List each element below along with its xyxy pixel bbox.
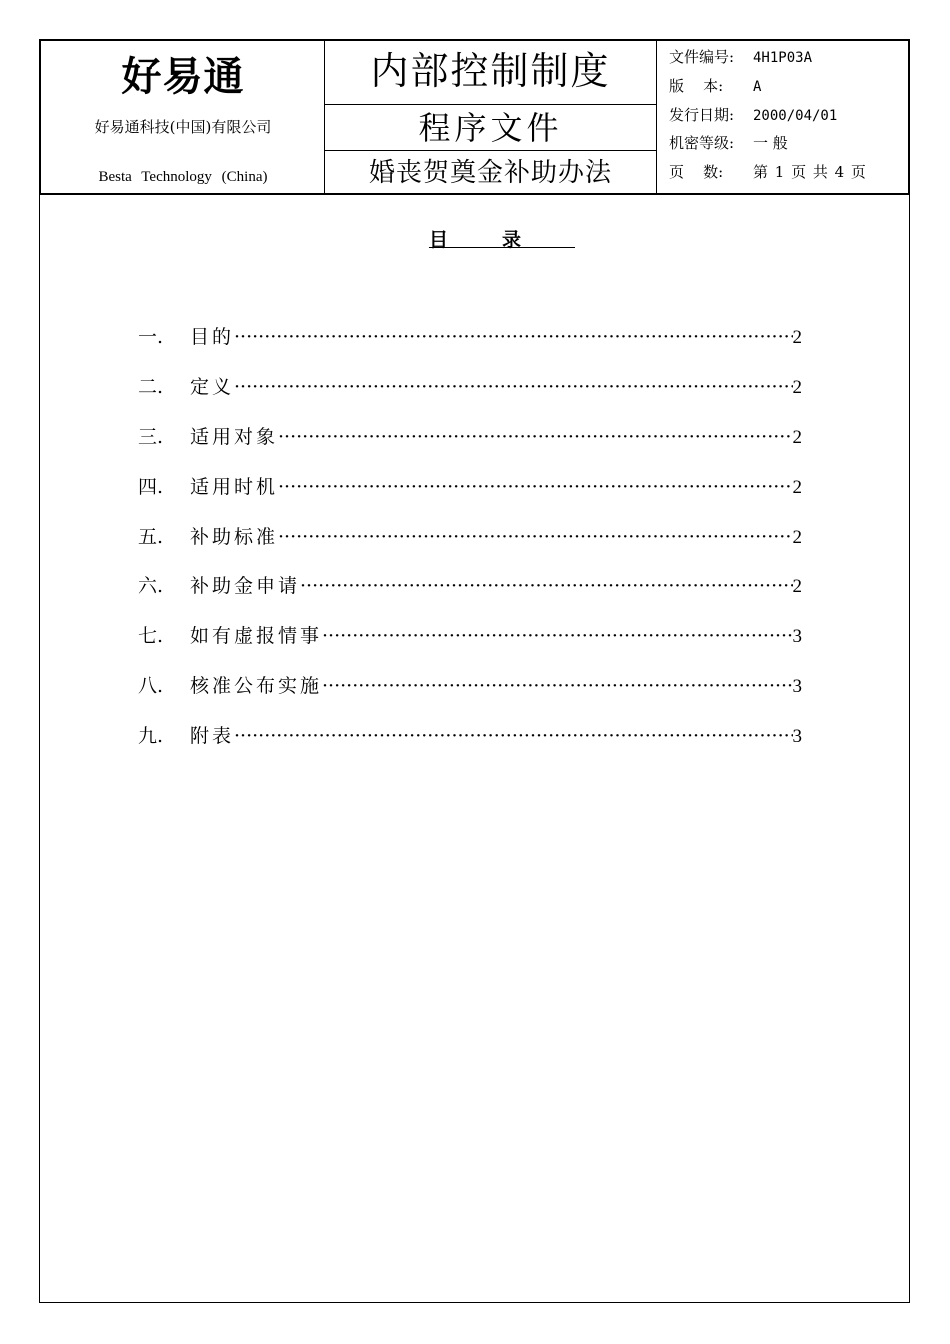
meta-cell: [657, 41, 908, 193]
toc-item-number: 六.: [138, 575, 164, 598]
title-cell: [325, 41, 657, 193]
toc-item-number: 五.: [138, 525, 164, 548]
toc-item-page: 3: [792, 726, 802, 748]
toc-item-page: 2: [792, 376, 802, 398]
title-sub: 程序文件: [325, 105, 656, 151]
meta-page-count: [669, 162, 905, 182]
toc-item-title: 适用对象: [190, 425, 279, 448]
toc-item[interactable]: [138, 525, 802, 575]
company-logo: 好易通: [121, 54, 245, 100]
meta-value: 4H1P03A: [753, 50, 813, 66]
meta-label: 发行日期:: [669, 106, 735, 124]
toc-item-title: 补助标准: [190, 525, 279, 548]
toc-item-number: 八.: [138, 675, 164, 698]
toc-item-page: 2: [792, 526, 802, 548]
toc-item[interactable]: [138, 624, 802, 674]
meta-value: A: [753, 79, 762, 95]
toc-item[interactable]: [138, 425, 802, 475]
toc-item[interactable]: [138, 674, 802, 724]
meta-value: 第 1 页 共 4 页: [753, 163, 867, 181]
toc-item-page: 2: [792, 576, 802, 598]
toc-heading: [0, 228, 950, 252]
company-cell: [41, 41, 325, 193]
meta-value: 一 般: [753, 134, 788, 152]
toc-item-title: 核准公布实施: [190, 675, 323, 698]
toc-leader-dots: [278, 475, 792, 499]
toc-leader-dots: [322, 624, 792, 648]
table-of-contents: [138, 325, 802, 774]
toc-heading-text: 目录: [428, 229, 575, 251]
toc-item-page: 3: [792, 676, 802, 698]
toc-item[interactable]: [138, 375, 802, 425]
meta-label: 机密等级:: [669, 134, 735, 152]
meta-confidentiality: [669, 133, 905, 153]
meta-label: 文件编号:: [669, 48, 735, 66]
document-header: [39, 39, 910, 195]
meta-issue-date: [669, 105, 905, 126]
toc-leader-dots: [278, 525, 792, 549]
toc-leader-dots: [278, 425, 792, 449]
toc-item-title: 补助金申请: [190, 575, 301, 598]
toc-item-title: 如有虚报情事: [190, 625, 323, 648]
toc-item-title: 附表: [190, 725, 235, 748]
meta-label: 版 本:: [669, 77, 724, 95]
toc-item[interactable]: [138, 724, 802, 774]
toc-item-page: 2: [792, 426, 802, 448]
toc-item-number: 九.: [138, 725, 164, 748]
title-main: 内部控制制度: [325, 41, 656, 105]
toc-item[interactable]: [138, 574, 802, 624]
toc-item-page: 2: [792, 476, 802, 498]
meta-label: 页 数:: [669, 163, 724, 181]
toc-leader-dots: [234, 375, 792, 399]
toc-item[interactable]: [138, 475, 802, 525]
document-title: 婚丧贺奠金补助办法: [368, 158, 612, 188]
toc-item[interactable]: [138, 325, 802, 375]
toc-leader-dots: [300, 574, 792, 598]
toc-item-page: 3: [792, 626, 802, 648]
toc-item-number: 四.: [138, 475, 164, 498]
toc-leader-dots: [234, 724, 792, 748]
company-name-cn: 好易通科技(中国)有限公司: [94, 118, 272, 136]
toc-item-title: 定义: [190, 375, 235, 398]
toc-leader-dots: [234, 325, 792, 349]
toc-item-number: 三.: [138, 425, 164, 448]
toc-leader-dots: [322, 674, 792, 698]
toc-item-number: 七.: [138, 625, 164, 648]
toc-item-title: 目的: [190, 326, 235, 348]
toc-item-page: 2: [792, 327, 802, 348]
toc-item-number: 一.: [138, 326, 164, 348]
meta-value: 2000/04/01: [753, 108, 838, 124]
company-name-en: Besta Technology (China): [98, 169, 268, 185]
toc-item-title: 适用时机: [190, 475, 279, 498]
meta-doc-number: [669, 47, 905, 68]
toc-item-number: 二.: [138, 375, 164, 398]
meta-version: [669, 76, 905, 97]
